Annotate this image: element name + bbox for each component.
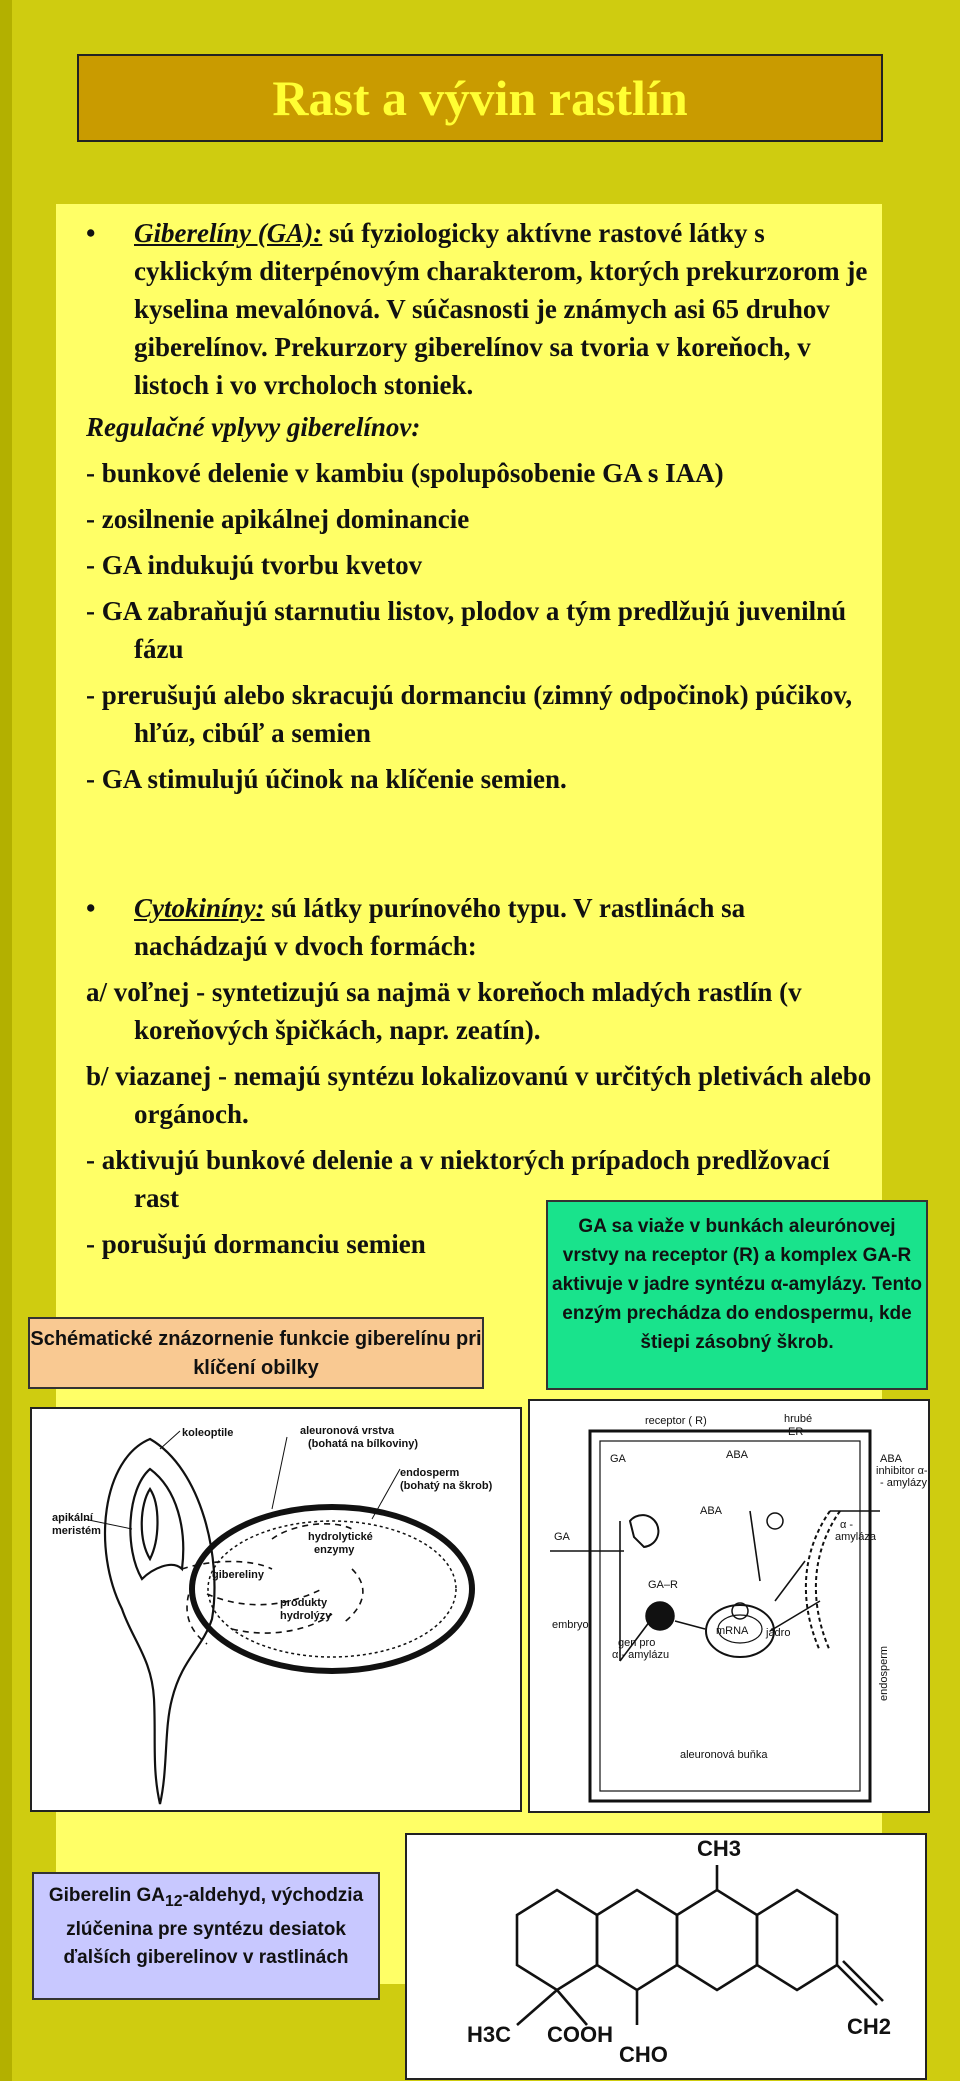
aleurone-cell-diagram [528, 1399, 930, 1813]
label-gibereliny: gibereliny [212, 1569, 264, 1581]
label-aba-right: ABA [880, 1453, 903, 1465]
label-hydrolyticke: hydrolytické [308, 1531, 373, 1543]
effect-item: - GA zabraňujú starnutiu listov, plodov a tým predlžujú juvenilnú fázu [86, 596, 847, 664]
label-apikalni: apikální [52, 1512, 93, 1524]
cytokininy-item: b/ viazanej - nemajú syntézu lokalizovanú v určitých pletivách alebo orgánoch. [86, 1061, 872, 1129]
left-edge-bar [0, 0, 12, 2081]
gibereliny-term: Giberelíny (GA): [134, 218, 323, 248]
effect-item: - bunkové delenie v kambiu (spolupôsobenie GA s IAA) [86, 458, 724, 488]
cytokininy-text: sú látky purínového typu. V rastlinách sa nachádzajú v dvoch formách: [134, 893, 746, 961]
title-banner [77, 54, 883, 142]
cytokininy-paragraph [86, 889, 876, 965]
label-hydrolyzy: hydrolýzy [280, 1610, 332, 1622]
label-jadro: jádro [766, 1627, 791, 1639]
bullet: • [86, 218, 96, 248]
effect-item: - GA stimulujú účinok na klíčenie semien. [86, 764, 567, 794]
label-aleuronova: aleuronová vrstva [300, 1425, 395, 1437]
label-gen-pro: gen pro [618, 1637, 656, 1649]
label-amylazy: - amylázy [880, 1477, 928, 1489]
ga12-caption-pre: Giberelin GA [48, 1885, 165, 1906]
label-aba-top: ABA [726, 1449, 749, 1461]
label-gen-amylazu: α - amylázu [612, 1649, 670, 1661]
gibereliny-section [86, 214, 876, 798]
effect-item: - zosilnenie apikálnej dominancie [86, 504, 470, 534]
ga12-caption [32, 1872, 380, 2000]
cytokininy-term: Cytokiníny: [134, 893, 265, 923]
label-ch3: CH3 [697, 1836, 742, 1861]
label-embryo: embryo [552, 1619, 589, 1631]
label-koleoptile: koleoptile [182, 1427, 234, 1439]
ga-receptor-note: GA sa viaže v bunkách aleurónovej vrstvy na receptor (R) a komplex GA-R aktivuje v jadre syntézu α-amylázy. Tento enzým prechádza do endospermu, kde štiepi zásobný škrob. [546, 1200, 928, 1390]
label-ga-r: GA–R [648, 1579, 678, 1591]
label-aba-mid: ABA [700, 1505, 723, 1517]
effect-item: - prerušujú alebo skracujú dormanciu (zimný odpočinok) púčikov, hľúz, cibúľ a semien [86, 680, 853, 748]
label-endosperm-vertical: endosperm [878, 1645, 890, 1701]
ga12-caption-sub: 12 [164, 1892, 183, 1910]
gibereliny-text: sú fyziologicky aktívne rastové látky s cyklickým diterpénovým charakterom, ktorých prekurzorom je kyselina mevalónová. V súčasnosti je známych asi 65 druhov giberelínov. Prekurzory giberelínov sa tvoria v koreňoch, v listoch i vo vrcholoch stoniek. [134, 218, 868, 400]
ga12-caption-post: -aldehyd, východzia zlúčenina pre syntézu desiatok ďalších giberelinov v rastlinách [63, 1885, 364, 1968]
label-ga-left: GA [554, 1531, 570, 1543]
label-enzymy: enzymy [314, 1544, 355, 1556]
label-hrube: hrubé [784, 1413, 813, 1425]
page-title: Rast a vývin rastlín [272, 70, 688, 126]
germination-diagram [30, 1407, 522, 1812]
cytokininy-item: - porušujú dormanciu semien [86, 1229, 426, 1259]
label-inhibitor: inhibitor α- [876, 1465, 928, 1477]
label-receptor: receptor ( R) [645, 1415, 707, 1427]
label-amylaza: amyláza [835, 1531, 876, 1543]
label-er: ER [788, 1426, 804, 1438]
label-endosperm-note: (bohatý na škrob) [400, 1480, 493, 1492]
cytokininy-item: - aktivujú bunkové delenie a v niektorých prípadoch predlžovací rast [86, 1145, 830, 1213]
label-aleuronova-bunka: aleuronová buňka [680, 1749, 768, 1761]
label-mrna: mRNA [716, 1625, 749, 1637]
figure-caption-germination: Schématické znázornenie funkcie giberelínu pri klíčení obilky [28, 1317, 484, 1389]
label-meristem: meristém [52, 1525, 101, 1537]
label-aleuronova-note: (bohatá na bílkoviny) [308, 1438, 419, 1450]
label-h3c: H3C [467, 2022, 512, 2047]
label-cho: CHO [619, 2042, 668, 2067]
label-cooh: COOH [547, 2022, 613, 2047]
ga12-structure-diagram [405, 1833, 927, 2080]
label-endosperm: endosperm [400, 1467, 460, 1479]
label-ch2: CH2 [847, 2014, 892, 2039]
label-ga-top: GA [610, 1453, 626, 1465]
bullet: • [86, 893, 96, 923]
label-alpha: α - [840, 1519, 854, 1531]
cytokininy-item: a/ voľnej - syntetizujú sa najmä v koreňoch mladých rastlín (v koreňových špičkách, napr. zeatín). [86, 977, 802, 1045]
label-produkty: produkty [280, 1597, 328, 1609]
effect-item: - GA indukujú tvorbu kvetov [86, 550, 423, 580]
gibereliny-paragraph [86, 214, 876, 404]
gibereliny-subheading: Regulačné vplyvy giberelínov: [86, 412, 421, 442]
